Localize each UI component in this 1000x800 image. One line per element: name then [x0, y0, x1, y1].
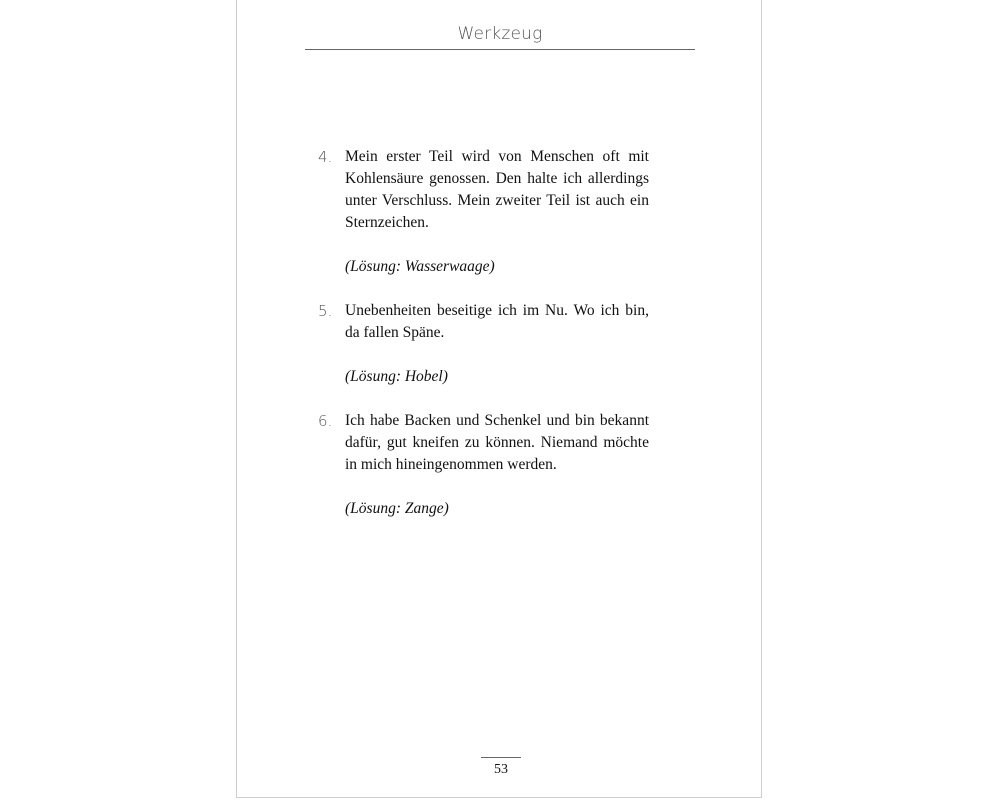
riddle-solution: (Lösung: Wasserwaage) [345, 258, 495, 275]
riddle-item [318, 300, 649, 388]
riddle-item [318, 410, 649, 520]
riddle-number: 4. [318, 148, 333, 166]
riddle-text: Unebenheiten beseitige ich im Nu. Wo ich bin, da fallen Späne. [345, 302, 649, 341]
riddle-number: 6. [318, 412, 333, 430]
riddle-solution: (Lösung: Zange) [345, 500, 449, 517]
riddle-solution: (Lösung: Hobel) [345, 368, 448, 385]
folio-rule [481, 757, 521, 758]
riddle-text: Ich habe Backen und Schenkel und bin bekannt dafür, gut kneifen zu können. Niemand möchte in mich hineingenommen werden. [345, 412, 649, 473]
book-page [236, 0, 762, 798]
riddle-item [318, 146, 649, 278]
running-head: Werkzeug [457, 24, 543, 44]
page-number: 53 [494, 762, 508, 777]
riddle-text: Mein erster Teil wird von Menschen oft mit Kohlensäure genossen. Den halte ich allerdings unter Verschluss. Mein zweiter Teil ist auch ein Sternzeichen. [345, 148, 649, 231]
running-head-rule [305, 49, 695, 50]
riddle-number: 5. [318, 302, 333, 320]
